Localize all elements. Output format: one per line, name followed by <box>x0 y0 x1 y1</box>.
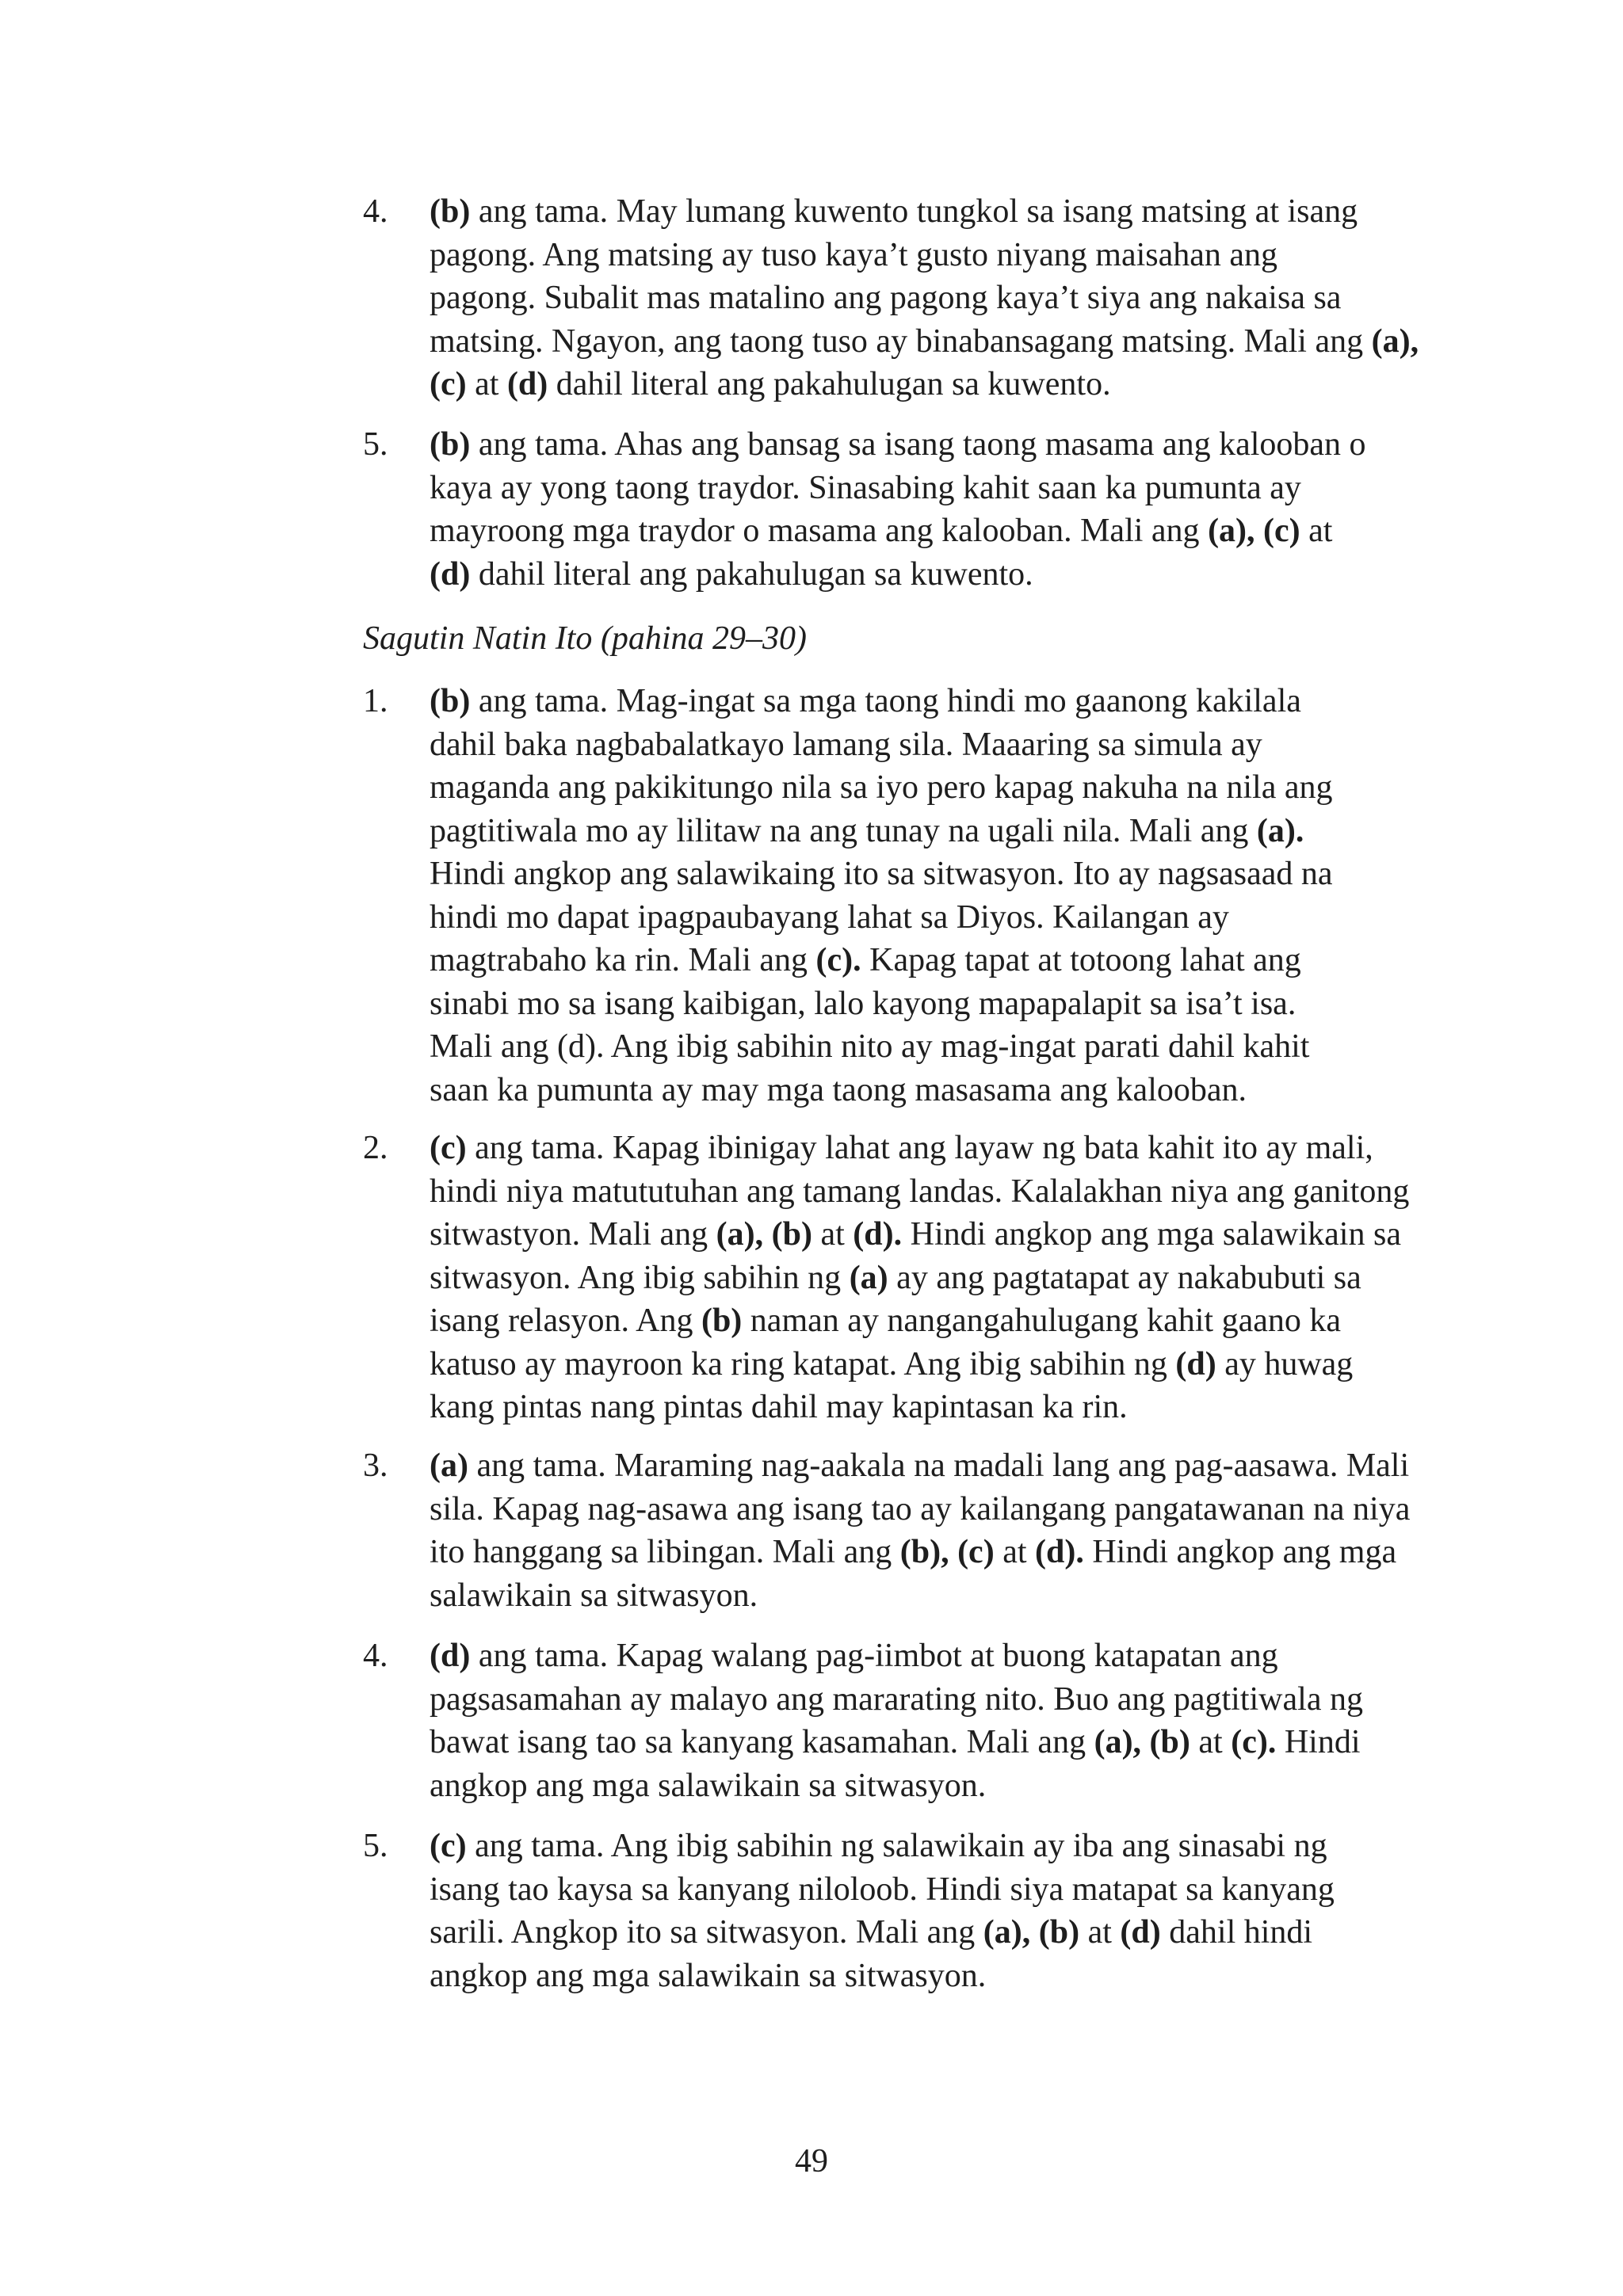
text-segment: kaya ay yong taong traydor. Sinasabing kahit saan ka pumunta ay <box>430 469 1301 506</box>
text-line <box>430 1170 1433 1214</box>
text-line <box>430 1299 1433 1343</box>
text-segment: ito hanggang sa libingan. Mali ang <box>430 1534 900 1570</box>
text-segment: pagsasamahan ay malayo ang mararating nito. Buo ang pagtitiwala ng <box>430 1680 1363 1718</box>
item-text <box>430 423 1433 596</box>
answer-choice-ref: (b) <box>430 193 471 230</box>
text-segment: ang tama. Kapag walang pag-iimbot at buong katapatan ang <box>470 1638 1278 1674</box>
text-segment: sitwastyon. Mali ang <box>430 1216 716 1253</box>
answer-choice-ref: (d). <box>1035 1534 1084 1570</box>
item-text <box>430 1825 1433 1997</box>
text-line <box>430 509 1433 553</box>
answer-choice-ref: (a), (b) <box>1094 1724 1190 1760</box>
item-number: 4. <box>363 193 388 230</box>
answer-choice-ref: (d) <box>430 555 471 593</box>
text-segment: ang tama. Mag-ingat sa mga taong hindi mo gaanong kakilala <box>470 683 1301 719</box>
text-segment: ang tama. May lumang kuwento tungkol sa isang matsing at isang <box>470 193 1358 230</box>
text-segment: bawat isang tao sa kanyang kasamahan. Mali ang <box>430 1724 1094 1760</box>
text-line <box>430 723 1433 767</box>
text-segment: kang pintas nang pintas dahil may kapintasan ka rin. <box>430 1389 1128 1425</box>
text-segment: sinabi mo sa isang kaibigan, lalo kayong mapapalapit sa isa’t isa. <box>430 985 1296 1022</box>
text-segment: at <box>1190 1724 1232 1760</box>
answer-choice-ref: (a), (b) <box>716 1216 812 1253</box>
text-line <box>430 277 1433 320</box>
answer-choice-ref: (d) <box>506 366 548 402</box>
text-line <box>430 766 1433 810</box>
text-segment: pagong. Subalit mas matalino ang pagong kaya’t siya ang nakaisa sa <box>430 280 1342 316</box>
text-segment: at <box>1300 513 1333 549</box>
text-line <box>430 1721 1433 1764</box>
text-line <box>430 1127 1433 1170</box>
item-text <box>430 1444 1433 1617</box>
text-segment: dahil hindi <box>1160 1914 1313 1951</box>
answer-choice-ref: (d) <box>430 1638 471 1674</box>
text-segment: Hindi angkop ang salawikaing ito sa sitwasyon. Ito ay nagsasaad na <box>430 856 1333 892</box>
text-segment: pagong. Ang matsing ay tuso kaya’t gusto niyang maisahan ang <box>430 236 1278 273</box>
text-segment: isang tao kaysa sa kanyang niloloob. Hindi siya matapat sa kanyang <box>430 1871 1335 1908</box>
text-line <box>430 467 1433 510</box>
text-segment: at <box>1079 1914 1121 1951</box>
text-line <box>430 190 1433 234</box>
answer-choice-ref: (b) <box>430 683 471 719</box>
text-segment: angkop ang mga salawikain sa sitwasyon. <box>430 1767 987 1804</box>
text-segment: hindi niya matututuhan ang tamang landas. Kalalakhan niya ang ganitong <box>430 1173 1410 1210</box>
text-segment: ang tama. Kapag ibinigay lahat ang layaw ng bata kahit ito ay mali, <box>466 1130 1373 1166</box>
item-number: 3. <box>363 1447 388 1484</box>
item-number: 5. <box>363 426 388 463</box>
section-heading: Sagutin Natin Ito (pahina 29–30) <box>363 620 807 657</box>
text-segment: ang tama. Ahas ang bansag sa isang taong masama ang kalooban o <box>470 426 1366 463</box>
text-line <box>430 1764 1433 1808</box>
text-line <box>430 982 1433 1026</box>
answer-choice-ref: (a), (b) <box>983 1914 1080 1951</box>
text-line <box>430 1257 1433 1300</box>
item-number: 4. <box>363 1638 388 1674</box>
text-line <box>430 1025 1433 1069</box>
text-line <box>430 320 1433 364</box>
text-line <box>430 1213 1433 1257</box>
item-text <box>430 1127 1433 1429</box>
text-segment: sitwasyon. Ang ibig sabihin ng <box>430 1259 850 1296</box>
text-line <box>430 423 1433 467</box>
text-segment: Kapag tapat at totoong lahat ang <box>861 942 1301 978</box>
item-text <box>430 190 1433 406</box>
answer-choice-ref: (b) <box>430 426 471 463</box>
answer-choice-ref: (d) <box>1120 1914 1161 1951</box>
text-segment: at <box>466 366 507 402</box>
answer-choice-ref: (b), (c) <box>899 1534 995 1570</box>
answer-choice-ref: (c) <box>430 1130 467 1166</box>
text-line <box>430 852 1433 896</box>
text-line <box>430 680 1433 723</box>
text-segment: Hindi <box>1276 1724 1361 1760</box>
text-line <box>430 1868 1433 1912</box>
text-segment: angkop ang mga salawikain sa sitwasyon. <box>430 1957 987 1994</box>
answer-choice-ref: (c). <box>815 942 861 978</box>
text-segment: pagtitiwala mo ay lilitaw na ang tunay na ugali nila. Mali ang <box>430 812 1257 849</box>
text-segment: mayroong mga traydor o masama ang kalooban. Mali ang <box>430 513 1209 549</box>
text-line <box>430 1343 1433 1386</box>
answer-choice-ref: (a) <box>430 1447 468 1484</box>
text-segment: Hindi angkop ang mga <box>1083 1534 1397 1570</box>
text-segment: hindi mo dapat ipagpaubayang lahat sa Diyos. Kailangan ay <box>430 898 1229 936</box>
page-number: 49 <box>795 2143 828 2180</box>
text-line <box>430 1634 1433 1678</box>
text-line <box>430 1825 1433 1868</box>
answer-choice-ref: (a). <box>1256 812 1304 849</box>
text-segment: sarili. Angkop ito sa sitwasyon. Mali ang <box>430 1914 983 1951</box>
text-segment: magtrabaho ka rin. Mali ang <box>430 942 816 978</box>
text-segment: dahil literal ang pakahulugan sa kuwento. <box>470 555 1033 593</box>
text-segment: sila. Kapag nag-asawa ang isang tao ay kailangang pangatawanan na niya <box>430 1490 1411 1527</box>
answer-choice-ref: (a), (c) <box>1208 513 1300 549</box>
answer-choice-ref: (d). <box>853 1216 903 1253</box>
answer-choice-ref: (b) <box>701 1302 743 1339</box>
text-segment: dahil literal ang pakahulugan sa kuwento. <box>548 366 1111 402</box>
text-segment: ang tama. Ang ibig sabihin ng salawikain ay iba ang sinasabi ng <box>466 1828 1327 1864</box>
text-segment: at <box>812 1216 854 1253</box>
text-line <box>430 1574 1433 1618</box>
text-segment: katuso ay mayroon ka ring katapat. Ang ibig sabihin ng <box>430 1345 1176 1383</box>
text-line <box>430 1386 1433 1429</box>
text-line <box>430 1955 1433 1998</box>
text-line <box>430 1678 1433 1722</box>
answer-choice-ref: (d) <box>1175 1345 1216 1383</box>
text-segment: Hindi angkop ang mga salawikain sa <box>902 1216 1401 1253</box>
text-segment: at <box>994 1534 1035 1570</box>
text-segment: ay ang pagtatapat ay nakabubuti sa <box>888 1259 1361 1296</box>
text-line <box>430 1069 1433 1112</box>
text-line <box>430 553 1433 597</box>
text-line <box>430 939 1433 982</box>
item-text <box>430 1634 1433 1807</box>
answer-choice-ref: (c). <box>1231 1724 1277 1760</box>
item-number: 5. <box>363 1828 388 1864</box>
text-line <box>430 810 1433 853</box>
text-line <box>430 1911 1433 1955</box>
text-line <box>430 1444 1433 1488</box>
text-segment: dahil baka nagbabalatkayo lamang sila. Maaaring sa simula ay <box>430 726 1262 763</box>
text-segment: salawikain sa sitwasyon. <box>430 1577 758 1614</box>
item-text <box>430 680 1433 1112</box>
item-number: 2. <box>363 1130 388 1166</box>
text-segment: ang tama. Maraming nag-aakala na madali lang ang pag-aasawa. Mali <box>468 1447 1410 1484</box>
answer-choice-ref: (c) <box>430 1828 467 1864</box>
text-segment: matsing. Ngayon, ang taong tuso ay binabansagang matsing. Mali ang <box>430 322 1372 360</box>
text-segment: ay huwag <box>1216 1345 1354 1383</box>
text-segment: saan ka pumunta ay may mga taong masasama ang kalooban. <box>430 1071 1247 1108</box>
text-line <box>430 1488 1433 1531</box>
text-line <box>430 1531 1433 1574</box>
item-number: 1. <box>363 683 388 719</box>
text-segment: isang relasyon. Ang <box>430 1302 701 1339</box>
text-line <box>430 234 1433 277</box>
text-line <box>430 363 1433 406</box>
text-segment: maganda ang pakikitungo nila sa iyo pero kapag nakuha na nila ang <box>430 769 1333 806</box>
text-line <box>430 896 1433 940</box>
answer-choice-ref: (c) <box>430 366 467 402</box>
answer-choice-ref: (a), <box>1371 322 1419 360</box>
text-segment: naman ay nangangahulugang kahit gaano ka <box>742 1302 1342 1339</box>
text-segment: Mali ang (d). Ang ibig sabihin nito ay mag-ingat parati dahil kahit <box>430 1028 1310 1065</box>
answer-choice-ref: (a) <box>849 1259 888 1296</box>
